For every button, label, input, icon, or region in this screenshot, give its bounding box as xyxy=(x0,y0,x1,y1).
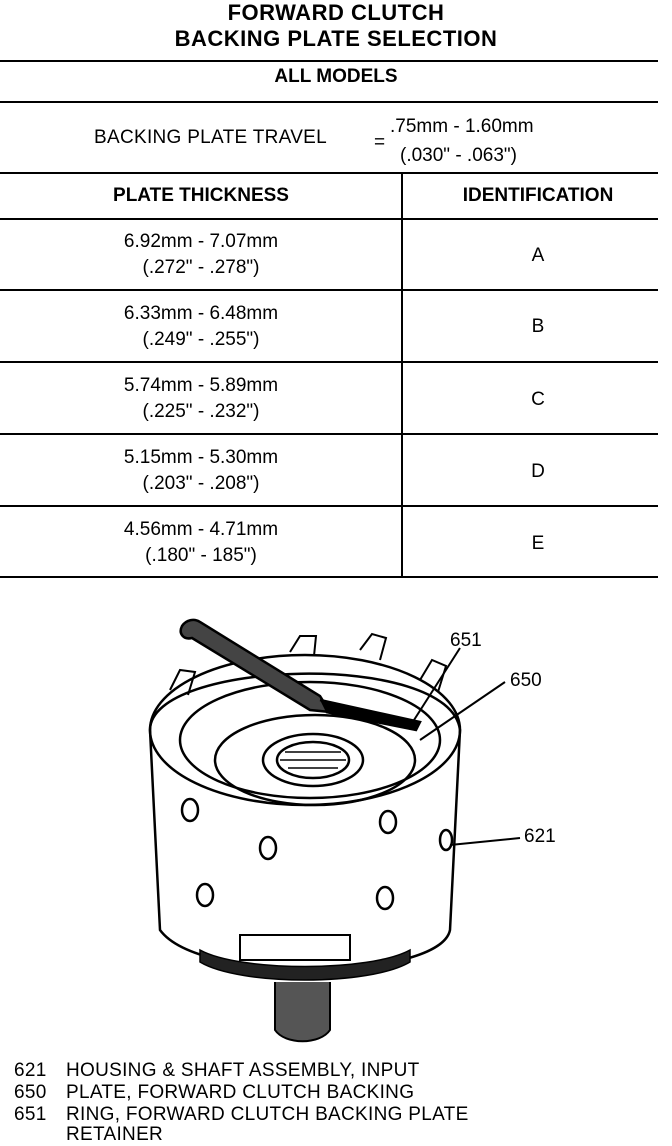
legend-num-651: 651 xyxy=(14,1104,47,1125)
leader-621 xyxy=(450,838,520,845)
travel-label: BACKING PLATE TRAVEL xyxy=(94,127,328,148)
legend-text-650: PLATE, FORWARD CLUTCH BACKING xyxy=(66,1082,415,1103)
legend-text-651-line2: RETAINER xyxy=(66,1124,164,1145)
legend-item-621 xyxy=(14,1060,420,1082)
travel-metric: .75mm - 1.60mm xyxy=(390,116,534,137)
row-d-id: D xyxy=(531,461,545,482)
table-bottom-rule xyxy=(0,576,658,578)
hub-splines xyxy=(280,752,346,768)
row-d-inch: (.203" - .208") xyxy=(142,473,260,494)
row-e-id: E xyxy=(531,533,545,554)
row-c-id: C xyxy=(531,389,545,410)
col-header-identification: IDENTIFICATION xyxy=(462,185,614,206)
housing-tab xyxy=(240,935,350,960)
travel-equals: = xyxy=(374,132,386,153)
rule-below-col-headers xyxy=(0,218,658,220)
rule-row-a xyxy=(0,289,658,291)
table-row-a-thickness xyxy=(0,229,402,281)
row-b-metric: 6.33mm - 6.48mm xyxy=(123,303,279,324)
screwdriver-tip xyxy=(320,700,420,730)
clutch-housing-illustration xyxy=(120,600,560,1050)
title-line-2: BACKING PLATE SELECTION xyxy=(174,26,498,51)
table-row-d-thickness xyxy=(0,445,402,497)
row-b-inch: (.249" - .255") xyxy=(142,329,260,350)
row-d-metric: 5.15mm - 5.30mm xyxy=(123,447,279,468)
input-shaft xyxy=(275,982,330,1041)
screwdriver xyxy=(181,620,330,712)
callout-650: 650 xyxy=(510,670,542,691)
legend-text-621: HOUSING & SHAFT ASSEMBLY, INPUT xyxy=(66,1060,420,1081)
rule-below-all-models xyxy=(0,101,658,103)
row-a-inch: (.272" - .278") xyxy=(142,257,260,278)
row-a-id: A xyxy=(531,245,545,266)
legend-num-621: 621 xyxy=(14,1060,47,1081)
body-hole-5 xyxy=(377,887,393,909)
col-header-thickness: PLATE THICKNESS xyxy=(113,185,289,206)
legend-item-651-cont xyxy=(66,1124,163,1146)
travel-inch: (.030" - .063") xyxy=(400,145,517,166)
row-a-metric: 6.92mm - 7.07mm xyxy=(123,231,279,252)
row-e-metric: 4.56mm - 4.71mm xyxy=(123,519,279,540)
rule-row-d xyxy=(0,505,658,507)
legend-num-650: 650 xyxy=(14,1082,47,1103)
callout-621: 621 xyxy=(524,826,556,847)
table-row-c-thickness xyxy=(0,373,402,425)
rule-row-b xyxy=(0,361,658,363)
legend-item-651 xyxy=(14,1104,469,1126)
body-hole-3 xyxy=(380,811,396,833)
table-row-b-thickness xyxy=(0,301,402,353)
row-c-inch: (.225" - .232") xyxy=(142,401,260,422)
housing-outline xyxy=(150,674,460,970)
rule-below-travel xyxy=(0,172,658,174)
callout-651: 651 xyxy=(450,630,482,651)
body-hole-4 xyxy=(197,884,213,906)
body-hole-6 xyxy=(440,830,452,850)
row-c-metric: 5.74mm - 5.89mm xyxy=(123,375,279,396)
body-hole-2 xyxy=(260,837,276,859)
legend-text-651: RING, FORWARD CLUTCH BACKING PLATE xyxy=(66,1104,469,1125)
table-top-rule xyxy=(0,60,658,62)
row-b-id: B xyxy=(531,316,545,337)
body-hole-1 xyxy=(182,799,198,821)
title-line-1: FORWARD CLUTCH xyxy=(227,0,445,25)
legend-item-650 xyxy=(14,1082,414,1104)
row-e-inch: (.180" - 185") xyxy=(145,545,257,566)
bottom-gear xyxy=(200,950,410,980)
table-row-e-thickness xyxy=(0,517,402,569)
rule-row-c xyxy=(0,433,658,435)
all-models-label: ALL MODELS xyxy=(274,66,398,87)
